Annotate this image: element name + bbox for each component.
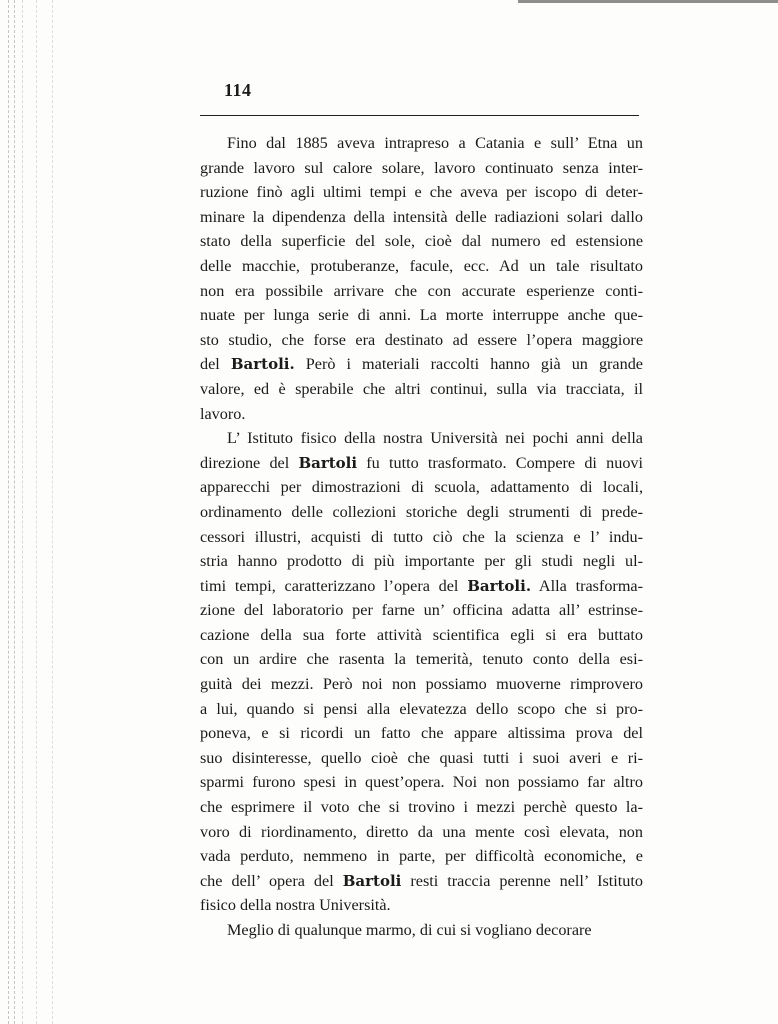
text-segment: timi tempi, caratterizzano l’opera del	[200, 576, 468, 595]
text-line	[200, 328, 643, 353]
text-segment: fisico della nostra Università.	[200, 896, 391, 915]
text-segment: Meglio di qualunque marmo, di cui si vogliano decorare	[227, 921, 592, 939]
text-line	[200, 770, 643, 795]
text-line	[200, 844, 643, 869]
text-segment: direzione del	[200, 453, 299, 472]
text-segment: stria hanno prodotto di più importante per gli studi negli ul-	[200, 552, 643, 571]
text-segment: non era possibile arrivare che con accurate esperienze conti-	[200, 281, 643, 300]
text-line	[200, 918, 643, 943]
text-line	[200, 672, 643, 697]
text-segment: che dell’ opera del	[200, 871, 343, 890]
scan-artifact-line	[8, 0, 9, 1024]
text-segment: poneva, e si ricordi un fatto che appare altissima prova del	[200, 724, 643, 743]
text-line	[200, 229, 643, 254]
text-line	[200, 598, 643, 623]
text-line	[200, 746, 643, 771]
text-line	[200, 451, 643, 476]
text-line	[200, 869, 643, 894]
text-segment: ruzione finò agli ultimi tempi e che aveva per iscopo di deter-	[200, 183, 643, 202]
bold-name: Bartoli	[298, 453, 358, 472]
text-segment: cessori illustri, acquisti di tutto ciò che la scienza e l’ indu-	[200, 527, 643, 546]
text-segment: suo disinteresse, quello cioè che quasi tutti i suoi averi e ri-	[200, 748, 643, 767]
header-rule	[200, 115, 639, 116]
text-line	[200, 279, 643, 304]
text-segment: zione del laboratorio per farne un’ officina adatta all’ estrinse-	[200, 601, 643, 620]
text-line	[200, 500, 643, 525]
text-line	[200, 820, 643, 845]
text-segment: a lui, quando si pensi alla elevatezza dello scopo che si pro-	[200, 699, 643, 718]
text-line	[200, 574, 643, 599]
text-line	[200, 254, 643, 279]
text-segment: sto studio, che forse era destinato ad essere l’opera maggiore	[200, 330, 643, 349]
text-segment: fu tutto trasformato. Compere di nuovi	[357, 453, 643, 472]
scan-artifact-line	[52, 0, 53, 1024]
text-line	[200, 377, 643, 402]
body-text	[200, 131, 643, 943]
text-line	[200, 303, 643, 328]
text-segment: stato della superficie del sole, cioè dal numero ed estensione	[200, 232, 643, 251]
text-line	[200, 131, 643, 156]
text-line	[200, 549, 643, 574]
bold-name: Bartoli	[342, 871, 402, 890]
scan-top-edge	[518, 0, 778, 3]
text-line	[200, 402, 643, 427]
text-line	[200, 475, 643, 500]
text-segment: ordinamento delle collezioni storiche degli strumenti di prede-	[200, 502, 643, 521]
text-segment: L’ Istituto fisico della nostra Università nei pochi anni della	[227, 429, 643, 448]
text-segment: nuate per lunga serie di anni. La morte interruppe anche que-	[200, 306, 643, 325]
text-segment: del	[200, 355, 231, 374]
text-segment: apparecchi per dimostrazioni di scuola, adattamento di locali,	[200, 478, 643, 497]
text-line	[200, 205, 643, 230]
text-segment: sparmi furono spesi in quest’opera. Noi non possiamo far altro	[200, 773, 643, 792]
bold-name: Bartoli.	[467, 576, 532, 595]
bold-name: Bartoli.	[230, 355, 295, 374]
text-line	[200, 697, 643, 722]
text-segment: Alla trasforma-	[531, 576, 643, 595]
text-segment: cazione della sua forte attività scientifica egli si era buttato	[200, 625, 643, 644]
text-segment: Fino dal 1885 aveva intrapreso a Catania e sull’ Etna un	[227, 134, 643, 152]
text-segment: minare la dipendenza della intensità delle radiazioni solari dallo	[200, 207, 643, 226]
text-line	[200, 525, 643, 550]
scan-artifact-line	[36, 0, 37, 1024]
text-segment: grande lavoro sul calore solare, lavoro continuato senza inter-	[200, 158, 643, 177]
text-segment: Però i materiali raccolti hanno già un grande	[294, 355, 643, 374]
text-segment: che esprimere il voto che si trovino i mezzi perchè questo la-	[200, 798, 643, 817]
text-segment: delle macchie, protuberanze, facule, ecc. Ad un tale risultato	[200, 256, 643, 275]
text-segment: vada perduto, nemmeno in parte, per difficoltà economiche, e	[200, 847, 643, 866]
text-line	[200, 647, 643, 672]
text-segment: lavoro.	[200, 404, 246, 423]
scan-artifact-line	[14, 0, 15, 1024]
text-line	[200, 795, 643, 820]
text-line	[200, 426, 643, 451]
text-line	[200, 721, 643, 746]
text-line	[200, 180, 643, 205]
text-line	[200, 352, 643, 377]
text-segment: voro di riordinamento, diretto da una mente così elevata, non	[200, 822, 643, 841]
text-line	[200, 623, 643, 648]
text-segment: resti traccia perenne nell’ Istituto	[401, 871, 643, 890]
scan-artifact-line	[22, 0, 23, 1024]
text-segment: guità dei mezzi. Però noi non possiamo muoverne rimprovero	[200, 675, 643, 694]
text-line	[200, 156, 643, 181]
text-segment: con un ardire che rasenta la temerità, tenuto conto della esi-	[200, 650, 643, 669]
text-segment: valore, ed è sperabile che altri continui, sulla via tracciata, il	[200, 379, 643, 398]
page-number: 114	[224, 80, 252, 100]
text-line	[200, 893, 643, 918]
